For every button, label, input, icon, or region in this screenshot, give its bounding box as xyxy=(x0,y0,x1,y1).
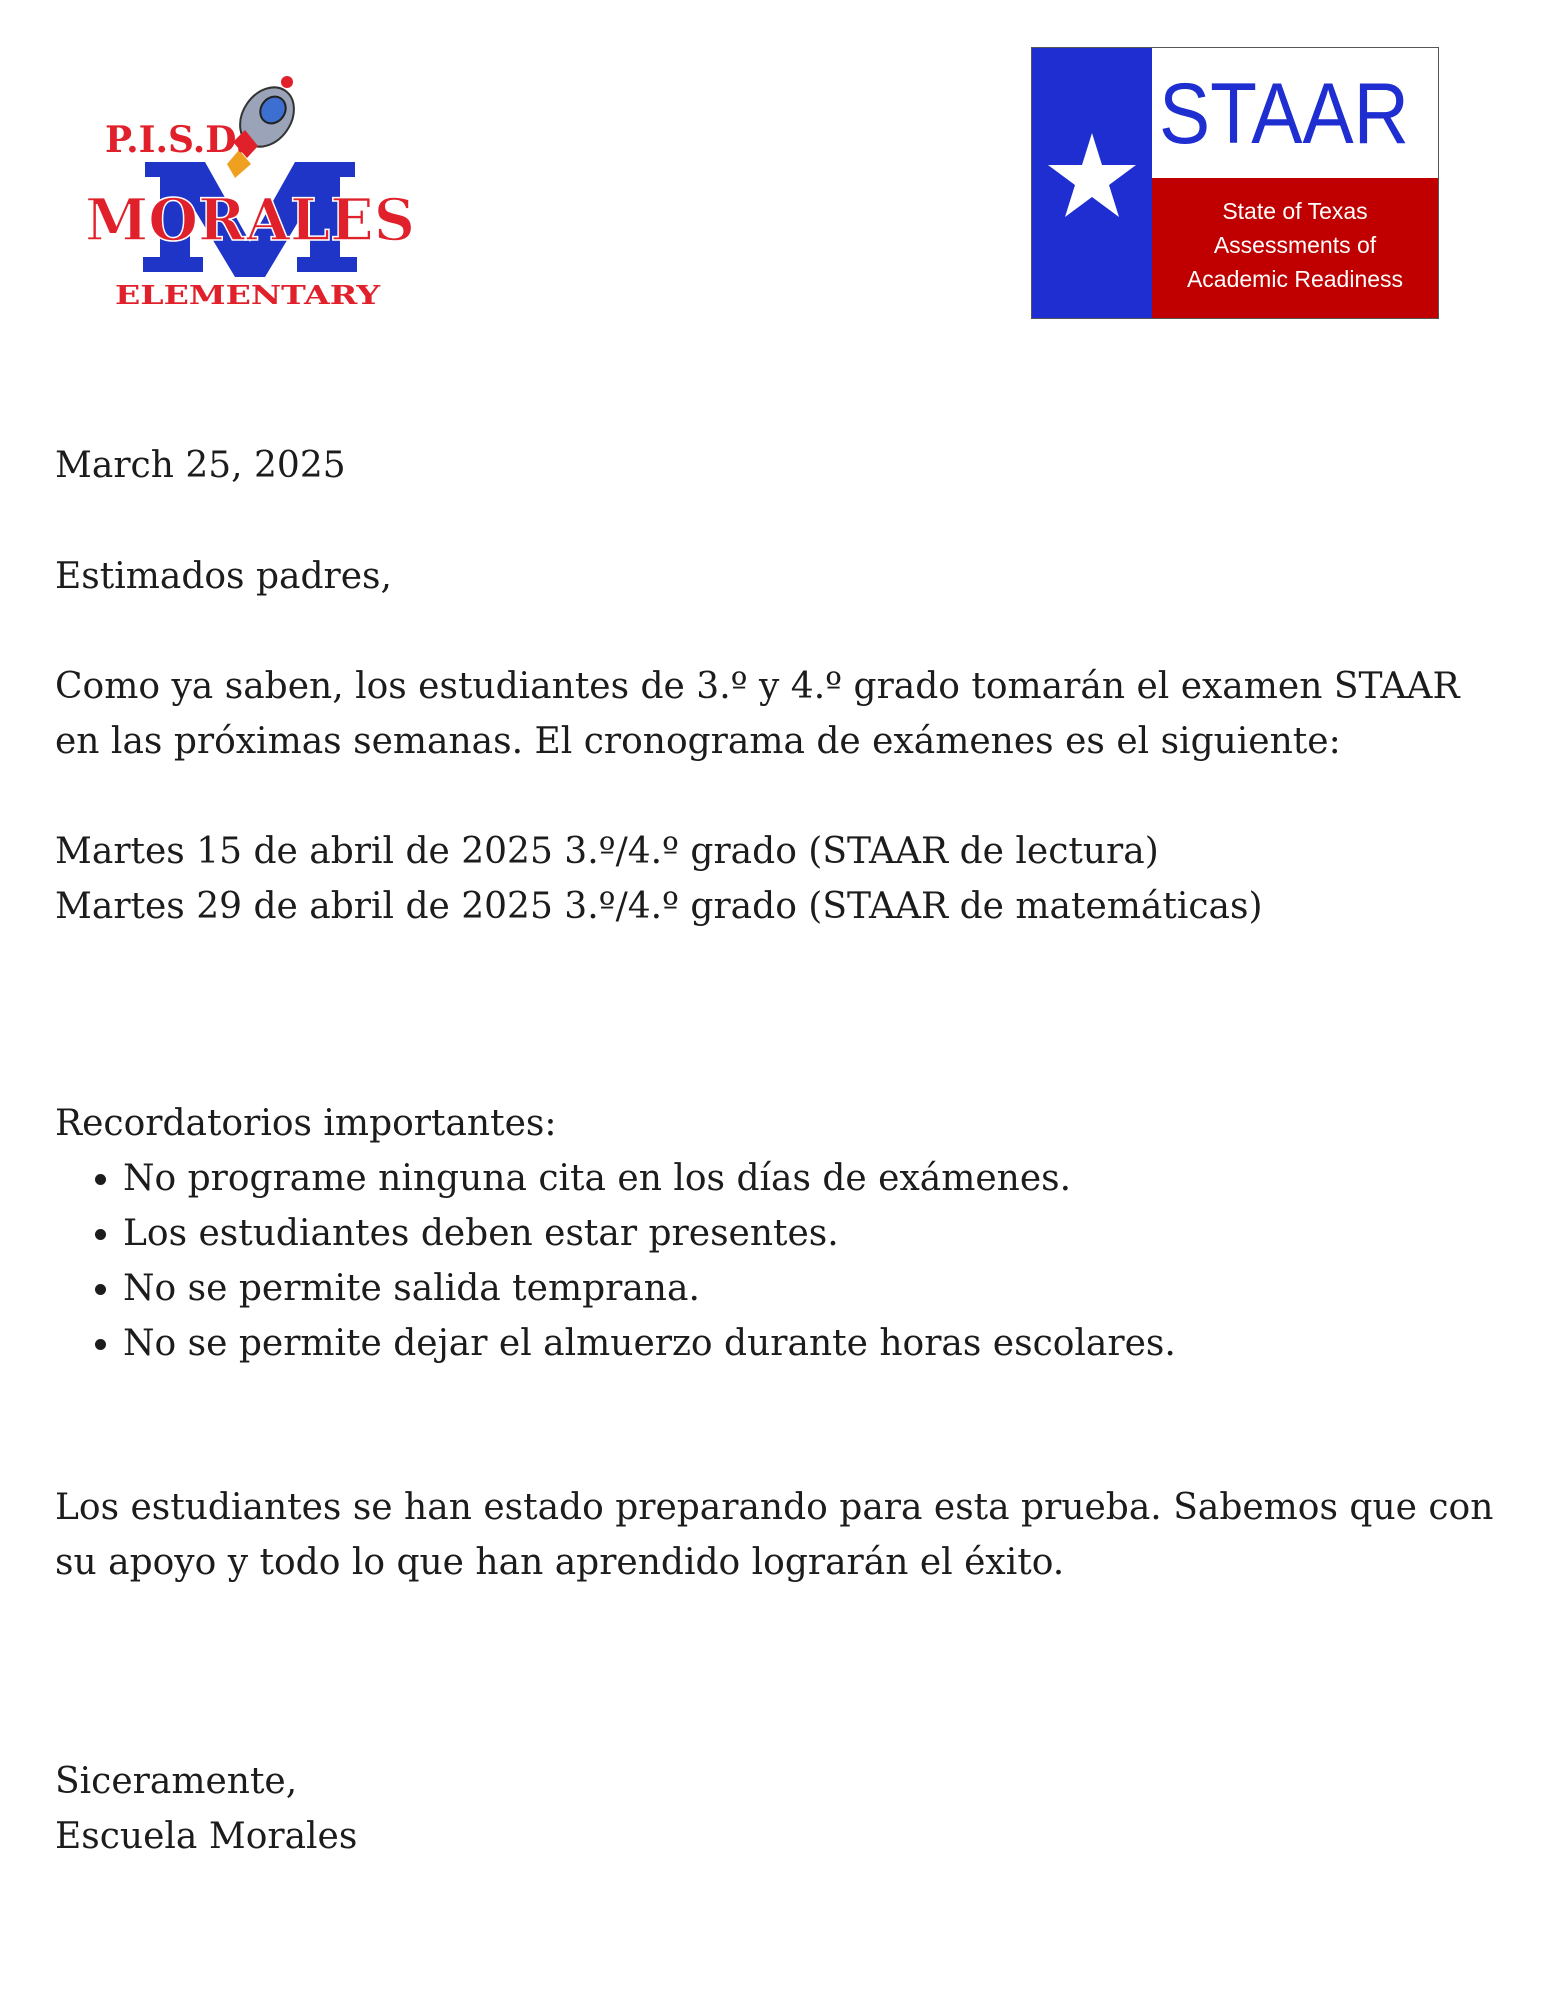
letter-greeting: Estimados padres, xyxy=(55,556,392,597)
school-name: MORALES xyxy=(85,186,415,254)
letter-intro: Como ya saben, los estudiantes de 3.º y 4.º grado tomarán el examen STAAR en las próximas semanas. El cronograma de exámenes es el siguiente: xyxy=(55,666,1460,762)
district-label: P.I.S.D. xyxy=(105,119,248,161)
signoff: Siceramente, xyxy=(55,1761,298,1802)
school-type: ELEMENTARY xyxy=(115,281,381,311)
signature: Escuela Morales xyxy=(55,1816,358,1857)
reminder-item: • No programe ninguna cita en los días de exámenes. xyxy=(123,1151,1176,1206)
reminders-section xyxy=(55,1096,1176,1371)
reminders-list xyxy=(55,1151,1176,1371)
reminder-item: • No se permite dejar el almuerzo durante horas escolares. xyxy=(123,1316,1176,1371)
letter-closing: Los estudiantes se han estado preparando para esta prueba. Sabemos que con su apoyo y todo lo que han aprendido lograrán el éxito. xyxy=(55,1487,1494,1583)
schedule-item: Martes 29 de abril de 2025 3.º/4.º grado (STAAR de matemáticas) xyxy=(55,886,1263,927)
staar-subtitle-line-1: State of Texas xyxy=(1222,198,1368,224)
staar-title: STAAR xyxy=(1159,66,1409,162)
reminders-title: Recordatorios importantes: xyxy=(55,1103,557,1144)
reminder-item: • No se permite salida temprana. xyxy=(123,1261,1176,1316)
staar-logo xyxy=(1031,47,1439,319)
morales-elementary-logo xyxy=(75,72,425,312)
letter-date: March 25, 2025 xyxy=(55,445,346,486)
signoff-block xyxy=(55,1754,357,1864)
schedule-item: Martes 15 de abril de 2025 3.º/4.º grado (STAAR de lectura) xyxy=(55,831,1159,872)
reminder-item: • Los estudiantes deben estar presentes. xyxy=(123,1206,1176,1261)
staar-subtitle-line-3: Academic Readiness xyxy=(1186,266,1404,292)
exam-schedule xyxy=(55,824,1263,934)
staar-subtitle-line-2: Assessments of xyxy=(1213,232,1377,258)
